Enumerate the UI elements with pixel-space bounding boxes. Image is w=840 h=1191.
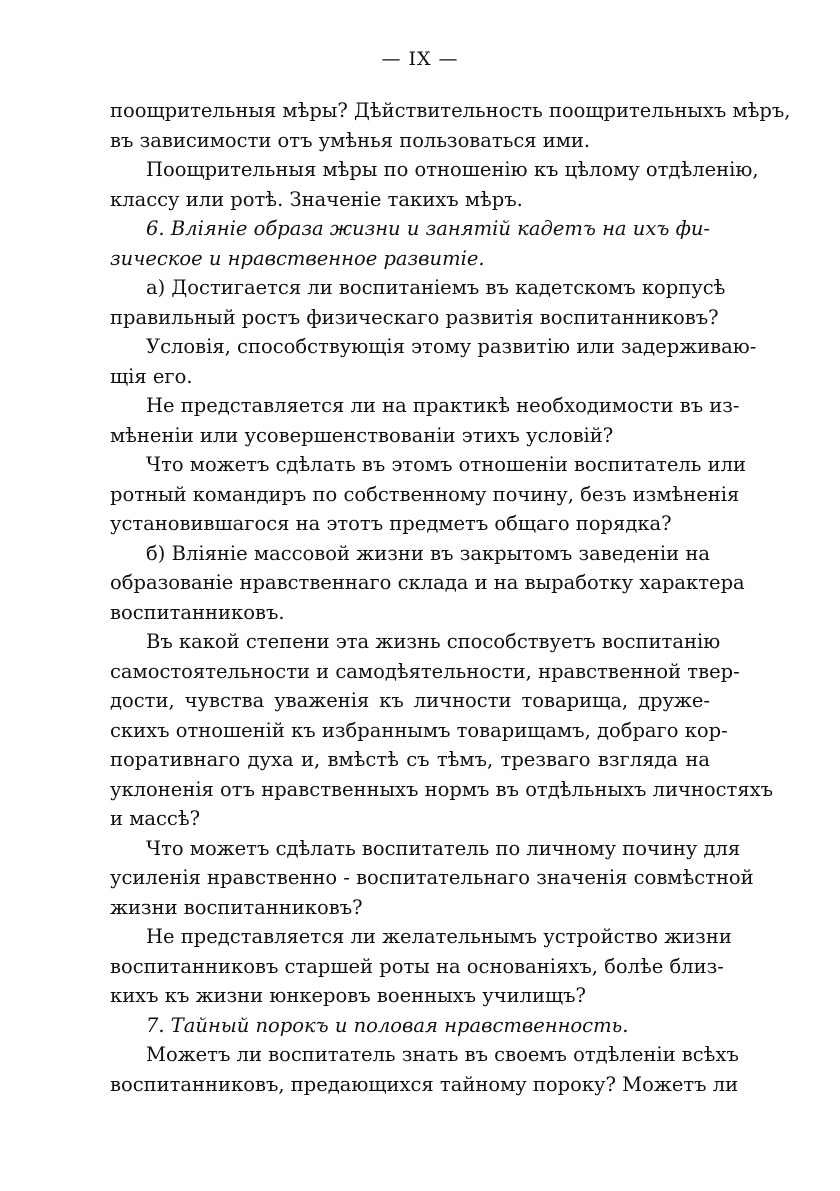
text-line: б) Вліяніе массовой жизни въ закрытомъ заведеніи на (146, 541, 710, 565)
text-line: воспитанниковъ, предающихся тайному пороку? Можетъ ли (110, 1072, 739, 1096)
text-line: уклоненія отъ нравственныхъ нормъ въ отдѣльныхъ личностяхъ (110, 777, 774, 801)
text-line: 7. Тайный порокъ и половая нравственность. (146, 1013, 629, 1037)
body-text (110, 96, 791, 1099)
text-line: установившагося на этотъ предметъ общаго порядка? (110, 512, 672, 535)
text-line: Что можетъ сдѣлать въ этомъ отношеніи воспитатель или (146, 453, 747, 476)
text-line: щія его. (110, 364, 193, 388)
text-line: дости, чувства уваженія къ личности товарища, друже- (110, 689, 710, 712)
text-line: кихъ къ жизни юнкеровъ военныхъ училищъ? (110, 984, 586, 1007)
text-line: классу или ротѣ. Значеніе такихъ мѣръ. (110, 187, 523, 211)
text-line: самостоятельности и самодѣятельности, нравственной твер- (110, 659, 740, 683)
text-line: Можетъ ли воспитатель знать въ своемъ отдѣленіи всѣхъ (146, 1043, 739, 1066)
text-line: усиленія нравственно - воспитательнаго значенія совмѣстной (110, 866, 754, 889)
text-line: поощрительныя мѣры? Дѣйствительность поощрительныхъ мѣръ, (110, 99, 791, 122)
text-line: Въ какой степени эта жизнь способствуетъ воспитанію (146, 630, 721, 653)
text-line: жизни воспитанниковъ? (110, 895, 363, 919)
text-line: Условія, способствующія этому развитію или задерживаю- (146, 335, 757, 358)
text-line: воспитанниковъ. (110, 600, 285, 624)
text-line: Поощрительныя мѣры по отношенію къ цѣлому отдѣленію, (146, 158, 759, 181)
text-line: и массѣ? (110, 807, 201, 830)
page-number: — IX — (381, 48, 459, 70)
text-line: скихъ отношеній къ избраннымъ товарищамъ, добраго кор- (110, 718, 728, 742)
text-line: Не представляется ли на практикѣ необходимости въ из- (146, 394, 740, 417)
text-line: Не представляется ли желательнымъ устройство жизни (146, 925, 732, 948)
text-line: ротный командиръ по собственному почину, безъ измѣненія (110, 482, 740, 506)
text-line: воспитанниковъ старшей роты на основаніяхъ, болѣе близ- (110, 954, 724, 978)
text-line: правильный ростъ физическаго развитія воспитанниковъ? (110, 305, 719, 329)
text-line: мѣненіи или усовершенствованіи этихъ условій? (110, 423, 614, 447)
text-line: образованіе нравственнаго склада и на выработку характера (110, 571, 745, 594)
text-line: поративнаго духа и, вмѣстѣ съ тѣмъ, трезваго взгляда на (110, 748, 710, 771)
text-line: зическое и нравственное развитіе. (110, 246, 485, 270)
text-line: въ зависимости отъ умѣнья пользоваться ими. (110, 128, 591, 152)
text-line: Что можетъ сдѣлать воспитатель по личному почину для (146, 836, 741, 860)
text-line: а) Достигается ли воспитаніемъ въ кадетскомъ корпусѣ (146, 276, 726, 299)
text-line: 6. Вліяніе образа жизни и занятій кадетъ на ихъ фи- (146, 217, 710, 240)
